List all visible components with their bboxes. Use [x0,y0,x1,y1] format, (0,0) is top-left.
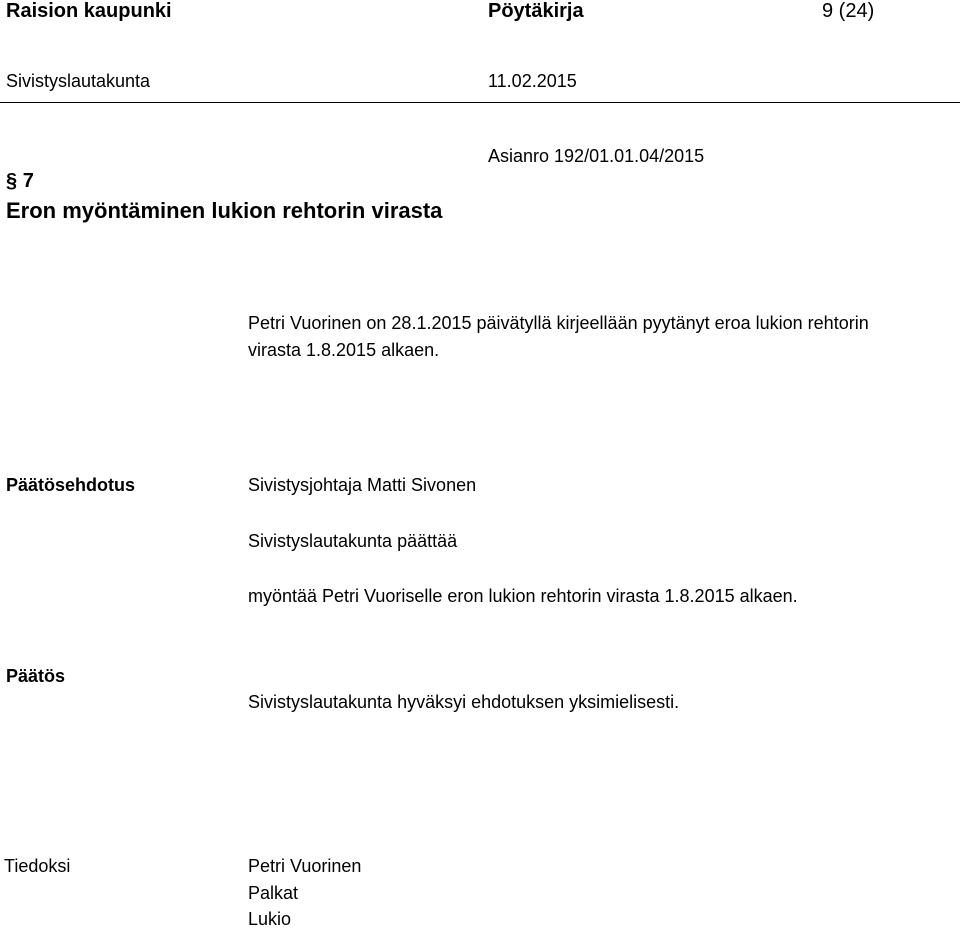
organization-name: Raision kaupunki [6,0,172,22]
meeting-date: 11.02.2015 [488,71,577,91]
recipient-item: Lukio [248,909,292,929]
decision-text: Sivistyslautakunta hyväksyi ehdotuksen yksimielisesti. [248,692,680,712]
section-number-value: 7 [22,170,34,192]
proposal-label: Päätösehdotus [6,475,136,495]
section-number [6,170,34,193]
proposal-presenter: Sivistysjohtaja Matti Sivonen [248,475,477,495]
proposal-decides: Sivistyslautakunta päättää [248,531,458,551]
document-type: Pöytäkirja [488,0,584,22]
section-symbol: § [6,170,18,192]
distribution-label: Tiedoksi [4,856,71,876]
case-number: Asianro 192/01.01.04/2015 [488,146,705,166]
intro-line-1: Petri Vuorinen on 28.1.2015 päivätyllä kirjeellään pyytänyt eroa lukion rehtorin [248,313,869,333]
recipient-item: Petri Vuorinen [248,856,362,876]
intro-line-2: virasta 1.8.2015 alkaen. [248,340,440,360]
section-title: Eron myöntäminen lukion rehtorin virasta [6,198,443,223]
recipient-item: Palkat [248,883,299,903]
proposal-text: myöntää Petri Vuoriselle eron lukion rehtorin virasta 1.8.2015 alkaen. [248,586,798,606]
page-number: 9 (24) [822,0,875,22]
header-divider [0,102,960,103]
committee-name: Sivistyslautakunta [6,71,151,91]
decision-label: Päätös [6,666,66,686]
